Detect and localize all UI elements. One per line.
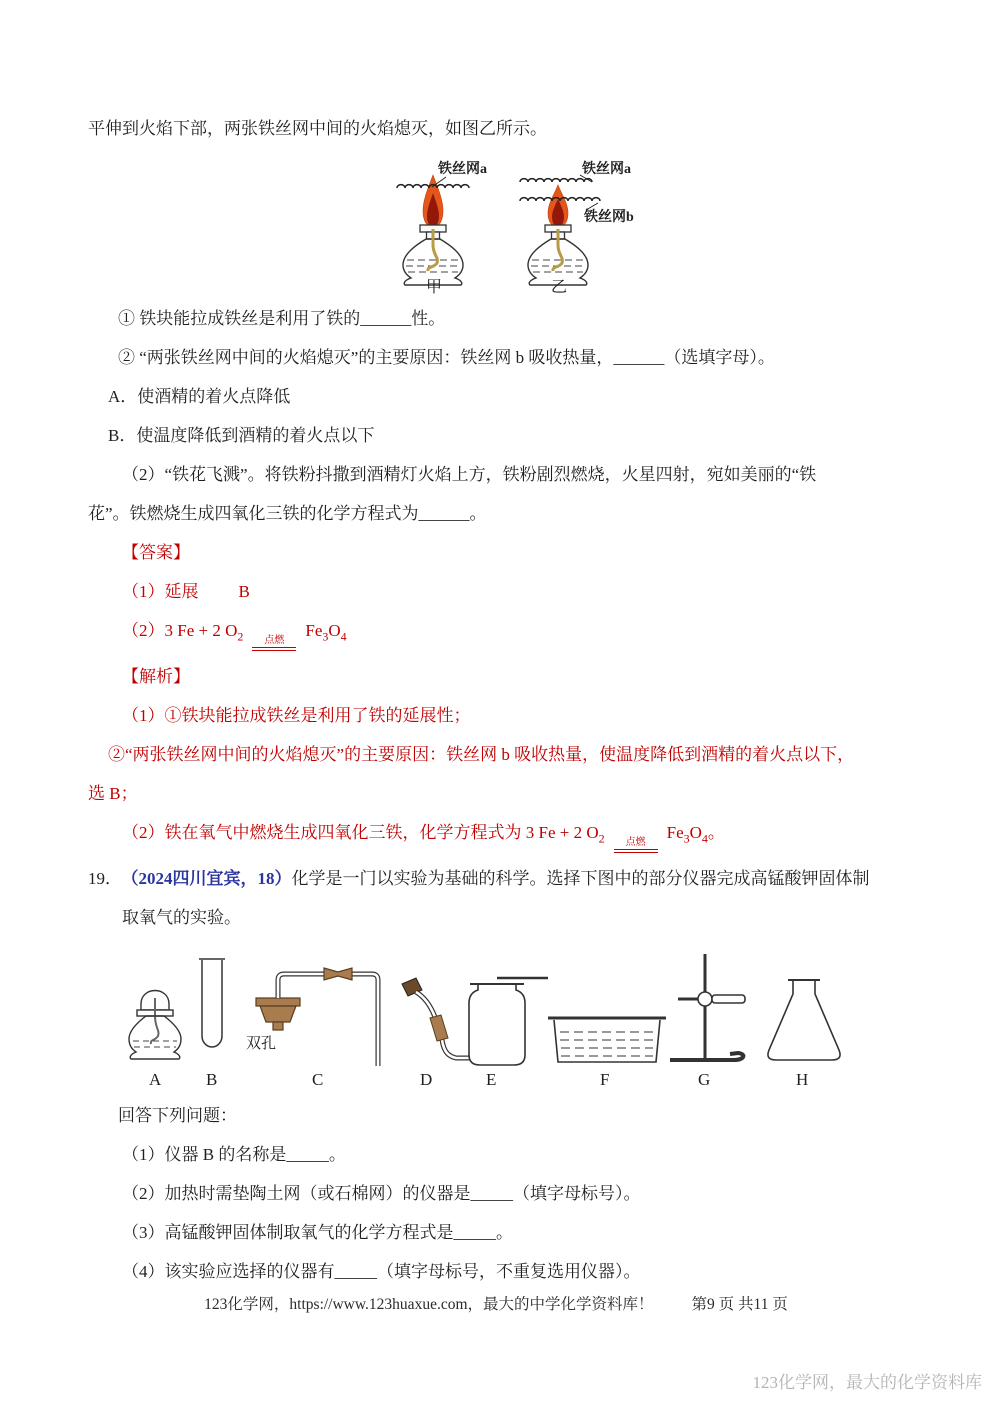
label-g: G — [698, 1070, 711, 1089]
label-c: C — [312, 1070, 324, 1089]
apparatus-d-bent-tube — [402, 978, 470, 1058]
analysis-line2: ②“两张铁丝网中间的火焰熄灭”的主要原因：铁丝网 b 吸收热量，使温度降低到酒精的着火点以下， — [108, 745, 855, 764]
label-b: B — [206, 1070, 218, 1089]
stand-base — [670, 1053, 743, 1060]
analysis-header: 【解析】 — [122, 667, 190, 686]
equation-lhs: 3 Fe + 2 O — [164, 621, 238, 640]
equals-double-line — [252, 647, 296, 651]
apparatus-b-test-tube — [199, 959, 225, 1047]
rubber-sleeve — [430, 1015, 448, 1041]
analysis-line1: （1）①铁块能拉成铁丝是利用了铁的延展性； — [122, 706, 471, 725]
clamp-boss — [698, 992, 712, 1006]
label-f: F — [600, 1070, 610, 1089]
analysis-line4-text: （2）铁在氧气中燃烧生成四氧化三铁，化学方程式为 — [122, 823, 526, 842]
q18-option-b: B．使温度降低到酒精的着火点以下 — [108, 426, 375, 445]
wire-gauze-a-left-label: 铁丝网a — [438, 162, 487, 177]
flask-body — [768, 980, 840, 1060]
analysis-line3: 选 B； — [88, 784, 138, 803]
lamp-yi-caption: 乙 — [551, 279, 568, 295]
q18-part2-line1: （2）“铁花飞溅”。将铁粉抖撒到酒精灯火焰上方，铁粉剧烈燃烧，火星四射，宛如美丽的“铁 — [122, 465, 817, 484]
q18-sub-question-2: ② “两张铁丝网中间的火焰熄灭”的主要原因：铁丝网 b 吸收热量，______（选填字母）。 — [118, 348, 775, 367]
bottle-body — [469, 984, 525, 1065]
apparatus-f-water-trough — [548, 1018, 666, 1062]
q19-sub-question-2: （2）加热时需垫陶土网（或石棉网）的仪器是_____（填字母标号）。 — [122, 1184, 641, 1203]
double-hole-label: 双孔 — [246, 1036, 277, 1052]
answer-item2 — [122, 618, 952, 651]
watermark-text: 123化学网，最大的化学资料库 — [752, 1373, 982, 1392]
wire-gauze-a-right-label: 铁丝网a — [582, 162, 631, 177]
chemical-equation — [525, 823, 708, 848]
equals-double-line — [614, 849, 658, 853]
stopper-nub — [273, 1022, 283, 1030]
label-e: E — [486, 1070, 497, 1089]
answer-item2-prefix: （2） — [122, 621, 165, 640]
reaction-condition — [614, 837, 658, 853]
condition-text: 点燃 — [264, 635, 285, 646]
answer-item1 — [122, 579, 952, 605]
lamps-figure — [380, 155, 952, 300]
label-d: D — [420, 1070, 433, 1089]
analysis-line4-period: 。 — [707, 823, 725, 842]
alcohol-liquid-lines — [133, 1041, 177, 1047]
apparatus-letter-labels — [149, 1070, 808, 1089]
q19-intro-line2: 取氧气的实验。 — [122, 908, 241, 927]
label-h: H — [796, 1070, 809, 1089]
q18-part2-line2: 花”。铁燃烧生成四氧化三铁的化学方程式为______。 — [88, 504, 487, 523]
equation-rhs: Fe — [666, 823, 684, 842]
label-leader-line — [586, 203, 598, 210]
answer-item1-text: （1）延展 — [122, 582, 199, 601]
q18-sub-question-1: ① 铁块能拉成铁丝是利用了铁的______性。 — [118, 309, 446, 328]
equation-rhs2: O — [689, 823, 702, 842]
lamp-jia-caption: 甲 — [426, 279, 443, 295]
stopper-rim — [256, 998, 300, 1006]
alcohol-lamp-jia — [397, 160, 487, 295]
wire-gauze-a-right — [520, 179, 592, 182]
question-source: （2024四川宜宾，18） — [130, 869, 292, 888]
water-dashed-lines — [560, 1032, 654, 1056]
question-number: 19． — [88, 869, 122, 888]
apparatus-a-alcohol-lamp — [129, 991, 181, 1060]
condition-text: 点燃 — [625, 837, 646, 848]
equation-rhs2-subscript: 4 — [340, 629, 347, 644]
q19-intro-text: 化学是一门以实验为基础的科学。选择下图中的部分仪器完成高锰酸钾固体制 — [291, 869, 870, 888]
apparatus-c-delivery-tube — [246, 968, 378, 1066]
page-footer — [0, 1292, 992, 1314]
alcohol-lamp-yi — [520, 160, 634, 295]
footer-page-number: 第9 页 共11 页 — [691, 1296, 788, 1313]
equation-lhs: 3 Fe + 2 O — [525, 823, 599, 842]
equation-rhs2-subscript: 4 — [701, 831, 708, 846]
wire-gauze-b-right-label: 铁丝网b — [584, 210, 634, 225]
lamps-figure-svg — [380, 155, 670, 295]
q19-intro-line1 — [88, 866, 952, 892]
answer-header: 【答案】 — [122, 543, 190, 562]
apparatus-g-iron-stand — [670, 954, 745, 1060]
q18-intro-text: 平伸到火焰下部，两张铁丝网中间的火焰熄灭，如图乙所示。 — [88, 119, 547, 138]
apparatus-h-erlenmeyer-flask — [768, 980, 840, 1060]
q19-sub-question-4: （4）该实验应选择的仪器有_____（填字母标号，不重复选用仪器）。 — [122, 1262, 641, 1281]
tube-body — [202, 960, 222, 1047]
footer-site-info: 123化学网，https://www.123huaxue.com，最大的中学化学资料库！ — [204, 1296, 654, 1313]
equation-rhs-subscript: 3 — [322, 629, 329, 644]
q19-prompt: 回答下列问题： — [118, 1106, 237, 1125]
apparatus-figure-svg — [120, 938, 850, 1090]
label-a: A — [149, 1070, 162, 1089]
equation-lhs-subscript: 2 — [598, 831, 605, 846]
chemical-equation — [164, 621, 347, 646]
q19-sub-question-1: （1）仪器 B 的名称是_____。 — [122, 1145, 346, 1164]
clamp-right-arm — [712, 995, 745, 1003]
reaction-condition — [252, 635, 296, 651]
apparatus-figure — [120, 938, 952, 1095]
answer-item1-choice: B — [238, 582, 250, 601]
stopper-body — [260, 1006, 296, 1022]
glass-tube-core — [278, 974, 378, 1066]
equation-rhs-subscript: 3 — [683, 831, 690, 846]
glass-tube-outline — [278, 974, 378, 1066]
q18-option-a: A．使酒精的着火点降低 — [108, 387, 291, 406]
analysis-line4 — [122, 820, 952, 853]
rubber-connector — [324, 968, 352, 980]
equation-lhs-subscript: 2 — [237, 629, 244, 644]
equation-rhs2: O — [328, 621, 341, 640]
apparatus-e-gas-bottle — [469, 978, 548, 1065]
equation-rhs: Fe — [305, 621, 323, 640]
q19-sub-question-3: （3）高锰酸钾固体制取氧气的化学方程式是_____。 — [122, 1223, 513, 1242]
